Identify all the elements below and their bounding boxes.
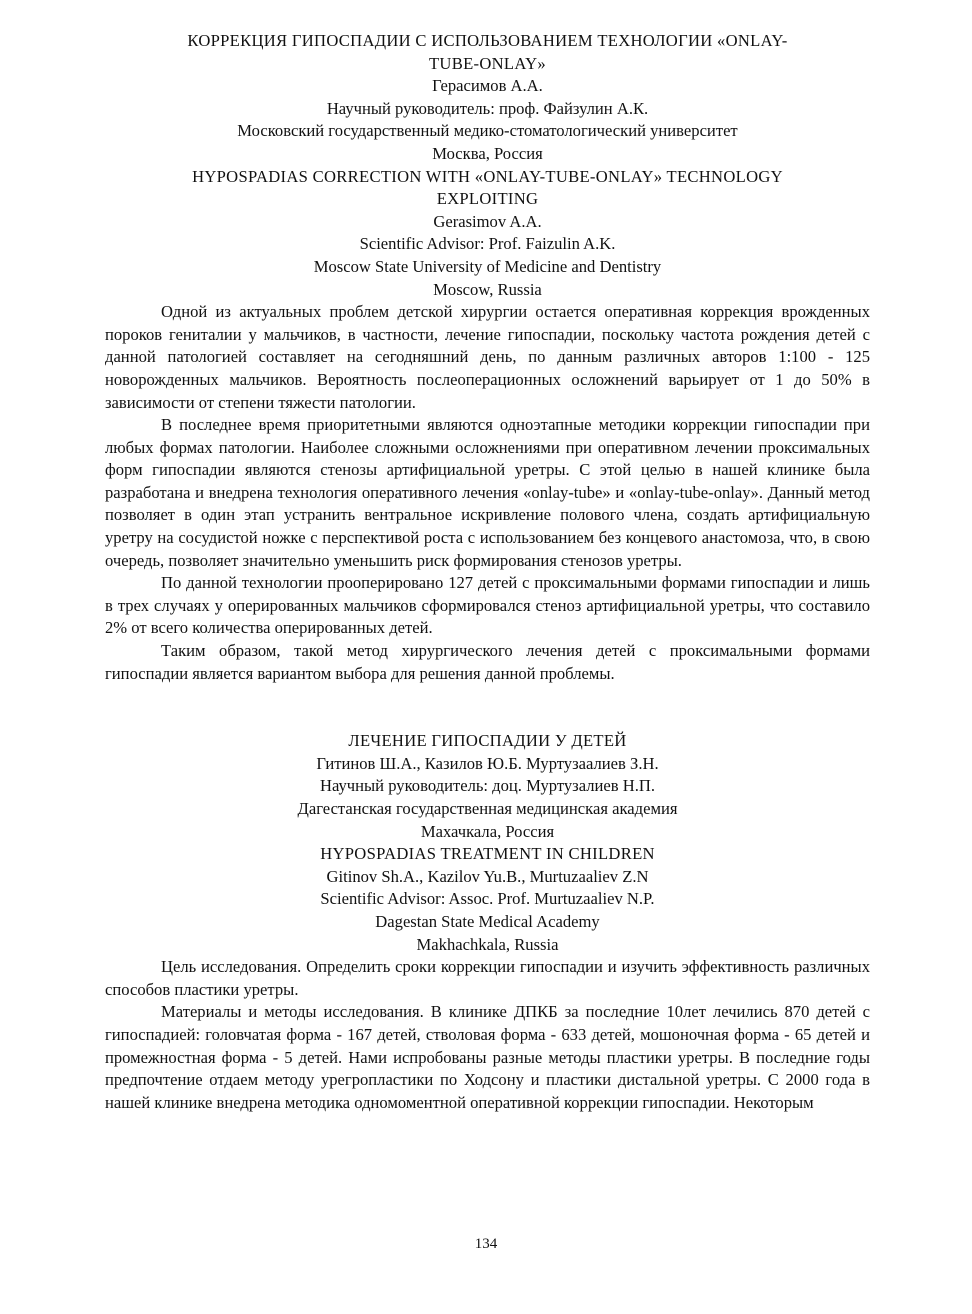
article-1-author-en: Gerasimov A.A. <box>433 211 542 231</box>
section-spacer <box>105 685 870 730</box>
article-1-institution-ru: Московский государственный медико-стоматологический университет <box>237 121 738 141</box>
article-2-institution-ru: Дагестанская государственная медицинская академия <box>297 799 678 818</box>
article-2 <box>105 730 870 1114</box>
article-1-paragraph: По данной технологии прооперировано 127 детей с проксимальными формами гипоспадии и лишь в трех случаях у оперированных мальчиков сформировался стеноз артифициальной уретры, что составило 2% от всего количества оперированных детей. <box>105 573 870 638</box>
article-2-paragraph: Цель исследования. Определить сроки коррекции гипоспадии и изучить эффективность различных способов пластики уретры. <box>105 957 870 999</box>
article-1-advisor-ru: Научный руководитель: проф. Файзулин А.К. <box>326 98 649 118</box>
article-1-city-ru: Москва, Россия <box>432 143 543 163</box>
article-1-advisor-en: Scientific Advisor: Prof. Faizulin A.K. <box>359 234 616 254</box>
document-page <box>105 30 870 1114</box>
article-1-paragraph: Таким образом, такой метод хирургического лечения детей с проксимальными формами гипоспадии является вариантом выбора для решения данной проблемы. <box>105 641 870 683</box>
article-1-city-en: Moscow, Russia <box>433 279 542 299</box>
article-2-advisor-ru: Научный руководитель: доц. Муртузалиев Н.П. <box>320 776 655 796</box>
article-1-title-en-line-1: HYPOSPADIAS CORRECTION WITH «ONLAY-TUBE-ONLAY» TECHNOLOGY <box>192 166 783 186</box>
article-2-authors-en: Gitinov Sh.A., Kazilov Yu.B., Murtuzaaliev Z.N <box>326 866 649 886</box>
article-2-advisor-en: Scientific Advisor: Assoc. Prof. Murtuzaaliev N.P. <box>320 889 655 909</box>
article-1-author-ru: Герасимов А.А. <box>432 76 543 96</box>
article-2-title-en: HYPOSPADIAS TREATMENT IN CHILDREN <box>320 844 655 864</box>
page-number: 134 <box>474 1236 498 1252</box>
article-1-institution-en: Moscow State University of Medicine and Dentistry <box>313 256 662 276</box>
article-2-institution-en: Dagestan State Medical Academy <box>375 911 600 931</box>
article-1 <box>105 30 870 685</box>
article-2-title-ru: ЛЕЧЕНИЕ ГИПОСПАДИИ У ДЕТЕЙ <box>348 731 627 751</box>
article-2-city-ru: Махачкала, Россия <box>420 821 555 841</box>
article-1-paragraph: Одной из актуальных проблем детской хирургии остается оперативная коррекция врожденных пороков гениталии у мальчиков, в частности, лечение гипоспадии, поскольку частота рождения детей с данной патологией составляет на сегодняшний день, по данным различных авторов 1:100 - 125 новорожденных мальчиков. Вероятность послеоперационных осложнений варьирует от 1 до 50% в зависимости от степени тяжести патологии. <box>105 302 870 412</box>
article-2-authors-ru: Гитинов Ш.А., Казилов Ю.Б. Муртузаалиев З.Н. <box>316 753 659 773</box>
article-1-title-en-line-2: EXPLOITING <box>436 189 539 209</box>
article-2-city-en: Makhachkala, Russia <box>416 934 559 954</box>
article-1-title-ru-line-1: КОРРЕКЦИЯ ГИПОСПАДИИ С ИСПОЛЬЗОВАНИЕМ ТЕХНОЛОГИИ «ONLAY- <box>187 31 788 50</box>
article-1-paragraph: В последнее время приоритетными являются одноэтапные методики коррекции гипоспадии при любых формах патологии. Наиболее сложными осложнениями при оперативном лечении проксимальных форм гипоспадии являются стенозы артифициальной уретры. С этой целью в нашей клинике была разработана и внедрена технология оперативного лечения «onlay-tube» и «onlay-tube-onlay». Данный метод позволяет в один этап устранить вентральное искривление полового члена, создать артифициальную уретру на сосудистой ножке с перспективой роста с использованием без концевого анастомоза, что, в свою очередь, позволяет значительно уменьшить риск формирования стенозов уретры. <box>105 415 870 570</box>
article-1-title-ru-line-2: TUBE-ONLAY» <box>429 53 546 73</box>
article-2-paragraph: Материалы и методы исследования. В клинике ДПКБ за последние 10лет лечились 870 детей с гипоспадией: головчатая форма - 167 детей, стволовая форма - 633 детей, мошоночная форма - 65 детей и промежностная форма - 5 детей. Нами испробованы разные методы пластики уретры. В последние годы предпочтение отдаем методу урегропластики по Ходсону и пластики дистальной уретры. С 2000 года в нашей клинике внедрена методика одномоментной оперативной коррекции гипоспадии. Некоторым <box>105 1002 870 1112</box>
